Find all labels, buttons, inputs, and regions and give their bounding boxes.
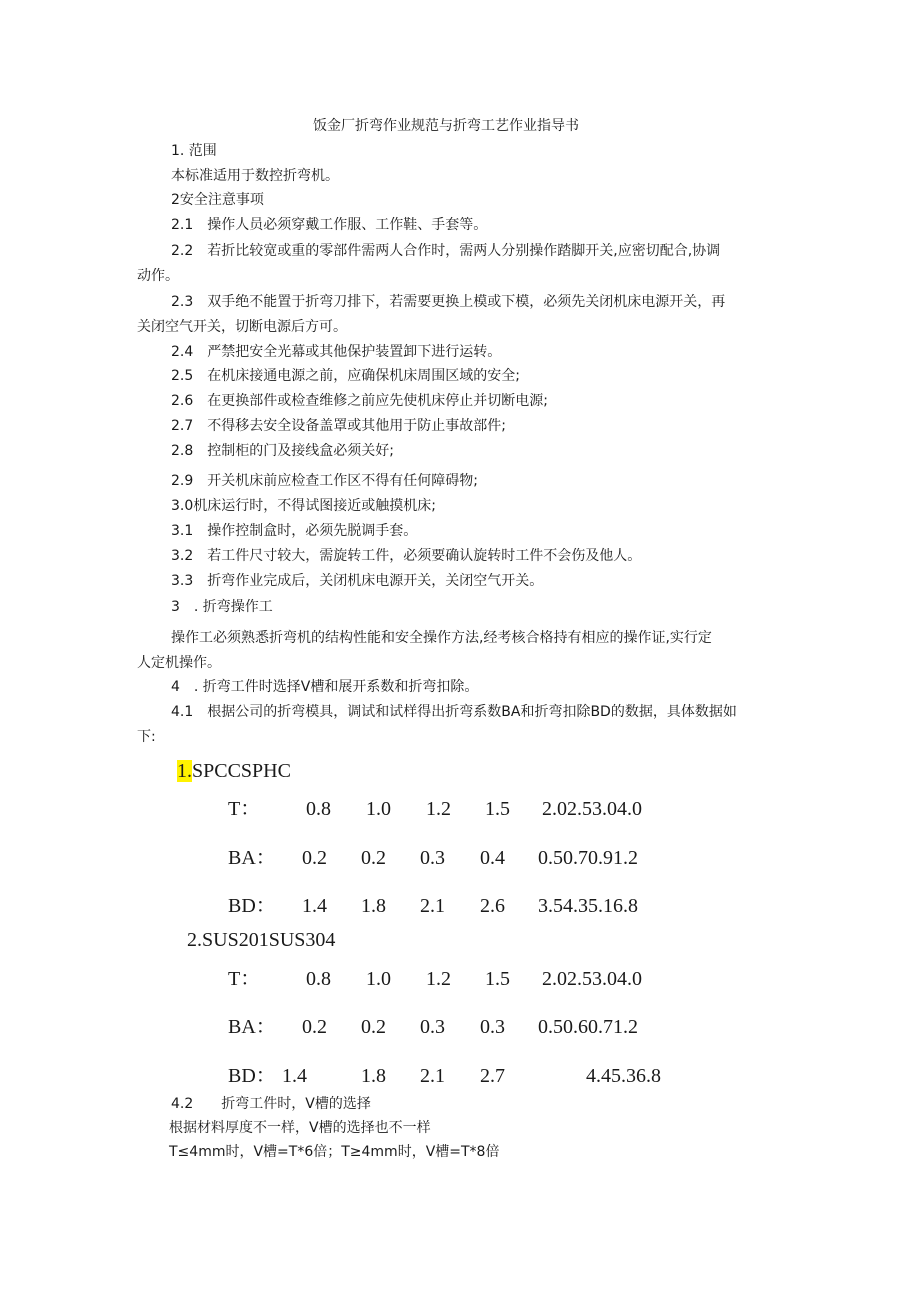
item-3-1: 3.1 操作控制盒时，必须先脱调手套。 bbox=[171, 523, 418, 539]
item-2-8: 2.8 控制柜的门及接线盒必须关好; bbox=[171, 443, 394, 459]
table-cell: 0.8 bbox=[306, 968, 331, 990]
table-cell: 1.8 bbox=[361, 895, 386, 917]
table-cell: 0.2 bbox=[361, 847, 386, 869]
table-cell: 2.7 bbox=[480, 1065, 505, 1087]
item-3-2: 3.2 若工件尺寸较大，需旋转工件，必须要确认旋转时工件不会伤及他人。 bbox=[171, 548, 642, 564]
table-1-heading bbox=[177, 758, 291, 784]
item-2-3-cont: 关闭空气开关，切断电源后方可。 bbox=[137, 319, 347, 335]
item-2-4: 2.4 严禁把安全光幕或其他保护装置卸下进行运转。 bbox=[171, 344, 502, 360]
table-cell: 0.3 bbox=[420, 1016, 445, 1038]
table-cell: 1.4 bbox=[302, 895, 327, 917]
table-1-number: 1. bbox=[177, 760, 192, 782]
item-3-0: 3.0机床运行时，不得试图接近或触摸机床; bbox=[171, 498, 436, 514]
section-2-heading: 2安全注意事项 bbox=[171, 192, 264, 208]
table-cell: 0.8 bbox=[306, 798, 331, 820]
table-cell: 2.1 bbox=[420, 895, 445, 917]
section-3-body: 操作工必须熟悉折弯机的结构性能和安全操作方法,经考核合格持有相应的操作证,实行定 bbox=[171, 630, 712, 646]
table-cell: 0.2 bbox=[361, 1016, 386, 1038]
table-cell: 0.50.70.91.2 bbox=[538, 847, 638, 869]
page-title: 饭金厂折弯作业规范与折弯工艺作业指导书 bbox=[313, 118, 579, 134]
row-label: T： bbox=[228, 798, 261, 820]
row-label: BD： bbox=[228, 895, 276, 917]
item-4-1-cont: 下: bbox=[137, 729, 156, 745]
table-1-material: SPCCSPHC bbox=[192, 760, 291, 782]
item-4-2-rule: T≤4mm时，V槽=T*6倍；T≥4mm时，V槽=T*8倍 bbox=[169, 1144, 500, 1160]
table-cell: 0.3 bbox=[420, 847, 445, 869]
item-3-3: 3.3 折弯作业完成后，关闭机床电源开关，关闭空气开关。 bbox=[171, 573, 544, 589]
table-cell: 2.02.53.04.0 bbox=[542, 798, 642, 820]
table-cell: 1.4 bbox=[282, 1065, 307, 1087]
table-cell: 1.0 bbox=[366, 798, 391, 820]
table-cell: 1.5 bbox=[485, 798, 510, 820]
table-cell: 2.1 bbox=[420, 1065, 445, 1087]
item-4-2: 4.2 折弯工件时，V槽的选择 bbox=[171, 1096, 371, 1112]
row-label: BA： bbox=[228, 1016, 276, 1038]
table-cell: 1.8 bbox=[361, 1065, 386, 1087]
table-cell: 1.5 bbox=[485, 968, 510, 990]
section-1-heading: 1. 范围 bbox=[171, 143, 217, 159]
item-2-5: 2.5 在机床接通电源之前，应确保机床周围区域的安全; bbox=[171, 368, 520, 384]
item-2-1: 2.1 操作人员必须穿戴工作服、工作鞋、手套等。 bbox=[171, 217, 488, 233]
table-cell: 1.2 bbox=[426, 798, 451, 820]
item-2-3: 2.3 双手绝不能置于折弯刀排下，若需要更换上模或下模，必须先关闭机床电源开关，再 bbox=[171, 294, 726, 310]
table-cell: 0.2 bbox=[302, 1016, 327, 1038]
item-2-6: 2.6 在更换部件或检查维修之前应先使机床停止并切断电源; bbox=[171, 393, 548, 409]
table-cell: 0.2 bbox=[302, 847, 327, 869]
table-cell: 1.2 bbox=[426, 968, 451, 990]
table-cell: 0.4 bbox=[480, 847, 505, 869]
table-cell: 2.02.53.04.0 bbox=[542, 968, 642, 990]
row-label: T： bbox=[228, 968, 261, 990]
table-cell: 3.54.35.16.8 bbox=[538, 895, 638, 917]
table-2-heading: 2.SUS201SUS304 bbox=[187, 929, 336, 951]
row-label: BD： bbox=[228, 1065, 276, 1087]
item-4-1: 4.1 根据公司的折弯模具，调试和试样得出折弯系数BA和折弯扣除BD的数据，具体数据如 bbox=[171, 704, 737, 720]
section-3-body-cont: 人定机操作。 bbox=[137, 655, 221, 671]
table-cell: 1.0 bbox=[366, 968, 391, 990]
item-2-2-cont: 动作。 bbox=[137, 268, 179, 284]
item-2-9: 2.9 开关机床前应检查工作区不得有任何障碍物; bbox=[171, 473, 478, 489]
table-cell: 0.3 bbox=[480, 1016, 505, 1038]
item-4-2-body: 根据材料厚度不一样，V槽的选择也不一样 bbox=[169, 1120, 431, 1136]
section-1-body: 本标准适用于数控折弯机。 bbox=[171, 168, 339, 184]
section-4-heading: 4 . 折弯工件时选择V槽和展开系数和折弯扣除。 bbox=[171, 679, 479, 695]
table-cell: 0.50.60.71.2 bbox=[538, 1016, 638, 1038]
item-2-7: 2.7 不得移去安全设备盖罩或其他用于防止事故部件; bbox=[171, 418, 506, 434]
section-3-heading: 3 . 折弯操作工 bbox=[171, 599, 273, 615]
item-2-2: 2.2 若折比较宽或重的零部件需两人合作时，需两人分别操作踏脚开关,应密切配合,协调 bbox=[171, 243, 721, 259]
table-cell: 2.6 bbox=[480, 895, 505, 917]
table-cell: 4.45.36.8 bbox=[586, 1065, 661, 1087]
row-label: BA： bbox=[228, 847, 276, 869]
